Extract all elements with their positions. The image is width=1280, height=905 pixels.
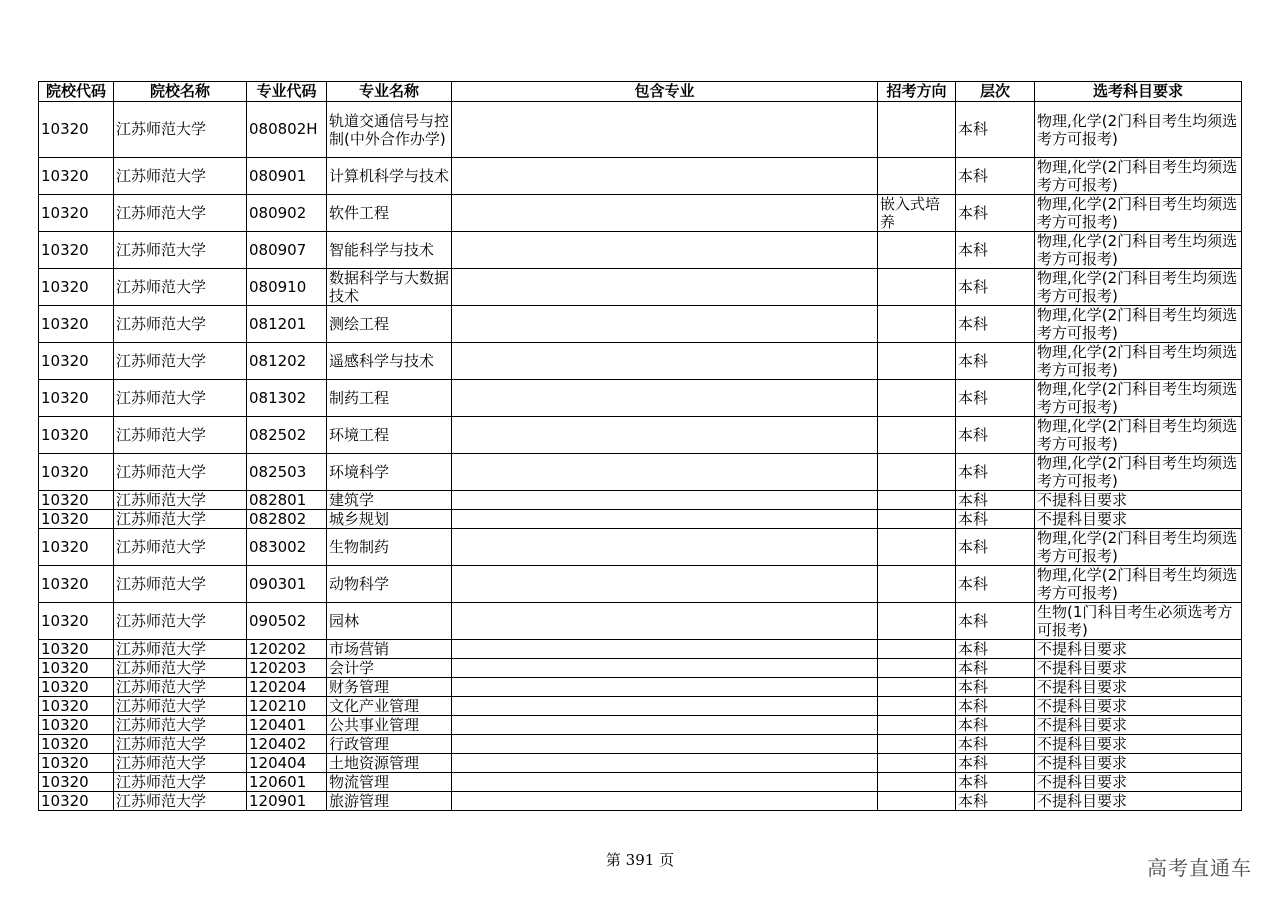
cell-school-code: 10320 [39, 343, 114, 380]
cell-major-code: 081201 [247, 306, 327, 343]
cell-included-majors [452, 640, 878, 659]
cell-school-name: 江苏师范大学 [114, 603, 247, 640]
cell-school-code: 10320 [39, 491, 114, 510]
cell-level: 本科 [956, 510, 1035, 529]
table-row [39, 269, 1242, 306]
cell-major-code: 120202 [247, 640, 327, 659]
header-direction: 招考方向 [878, 82, 956, 102]
cell-included-majors [452, 754, 878, 773]
cell-school-name: 江苏师范大学 [114, 232, 247, 269]
cell-level: 本科 [956, 380, 1035, 417]
cell-major-name: 物流管理 [327, 773, 452, 792]
cell-major-code: 120401 [247, 716, 327, 735]
cell-major-code: 082502 [247, 417, 327, 454]
cell-school-code: 10320 [39, 735, 114, 754]
cell-major-code: 120210 [247, 697, 327, 716]
cell-direction [878, 697, 956, 716]
cell-major-name: 行政管理 [327, 735, 452, 754]
cell-major-code: 090502 [247, 603, 327, 640]
cell-school-name: 江苏师范大学 [114, 566, 247, 603]
cell-school-name: 江苏师范大学 [114, 158, 247, 195]
header-major-name: 专业名称 [327, 82, 452, 102]
cell-school-name: 江苏师范大学 [114, 792, 247, 811]
cell-major-name: 环境工程 [327, 417, 452, 454]
cell-included-majors [452, 529, 878, 566]
cell-subject-requirement: 不提科目要求 [1035, 792, 1242, 811]
cell-major-name: 公共事业管理 [327, 716, 452, 735]
cell-school-code: 10320 [39, 754, 114, 773]
cell-major-name: 软件工程 [327, 195, 452, 232]
cell-subject-requirement: 不提科目要求 [1035, 716, 1242, 735]
cell-major-name: 生物制药 [327, 529, 452, 566]
table-row [39, 454, 1242, 491]
table-row [39, 417, 1242, 454]
cell-school-code: 10320 [39, 640, 114, 659]
cell-level: 本科 [956, 792, 1035, 811]
cell-direction [878, 380, 956, 417]
cell-major-code: 120901 [247, 792, 327, 811]
cell-direction [878, 792, 956, 811]
cell-direction [878, 306, 956, 343]
cell-school-name: 江苏师范大学 [114, 659, 247, 678]
cell-school-code: 10320 [39, 697, 114, 716]
cell-school-name: 江苏师范大学 [114, 306, 247, 343]
cell-school-code: 10320 [39, 269, 114, 306]
cell-major-name: 城乡规划 [327, 510, 452, 529]
table-row [39, 640, 1242, 659]
header-school-name: 院校名称 [114, 82, 247, 102]
cell-major-name: 园林 [327, 603, 452, 640]
cell-direction [878, 343, 956, 380]
cell-school-code: 10320 [39, 102, 114, 158]
cell-level: 本科 [956, 306, 1035, 343]
cell-subject-requirement: 不提科目要求 [1035, 735, 1242, 754]
cell-school-name: 江苏师范大学 [114, 678, 247, 697]
cell-included-majors [452, 678, 878, 697]
cell-major-code: 082503 [247, 454, 327, 491]
cell-included-majors [452, 306, 878, 343]
header-school-code: 院校代码 [39, 82, 114, 102]
header-major-code: 专业代码 [247, 82, 327, 102]
cell-major-name: 轨道交通信号与控制(中外合作办学) [327, 102, 452, 158]
cell-major-code: 080802H [247, 102, 327, 158]
cell-direction [878, 417, 956, 454]
cell-level: 本科 [956, 640, 1035, 659]
cell-major-code: 090301 [247, 566, 327, 603]
cell-school-code: 10320 [39, 454, 114, 491]
cell-major-name: 市场营销 [327, 640, 452, 659]
cell-school-code: 10320 [39, 195, 114, 232]
cell-subject-requirement: 不提科目要求 [1035, 754, 1242, 773]
cell-direction [878, 773, 956, 792]
page-number: 第 391 页 [605, 851, 675, 869]
cell-major-name: 动物科学 [327, 566, 452, 603]
watermark-text: 高考直通车 [1147, 856, 1252, 880]
cell-subject-requirement: 物理,化学(2门科目考生均须选考方可报考) [1035, 343, 1242, 380]
cell-major-name: 计算机科学与技术 [327, 158, 452, 195]
cell-subject-requirement: 不提科目要求 [1035, 640, 1242, 659]
cell-included-majors [452, 417, 878, 454]
table-row [39, 529, 1242, 566]
header-subject-requirement: 选考科目要求 [1035, 82, 1242, 102]
cell-school-name: 江苏师范大学 [114, 102, 247, 158]
cell-school-code: 10320 [39, 380, 114, 417]
cell-included-majors [452, 454, 878, 491]
table-row [39, 678, 1242, 697]
cell-included-majors [452, 491, 878, 510]
table-row [39, 735, 1242, 754]
cell-included-majors [452, 716, 878, 735]
table-body [39, 102, 1242, 811]
cell-level: 本科 [956, 158, 1035, 195]
cell-direction [878, 735, 956, 754]
cell-school-name: 江苏师范大学 [114, 380, 247, 417]
cell-school-name: 江苏师范大学 [114, 491, 247, 510]
cell-level: 本科 [956, 491, 1035, 510]
cell-included-majors [452, 158, 878, 195]
cell-school-code: 10320 [39, 510, 114, 529]
cell-subject-requirement: 物理,化学(2门科目考生均须选考方可报考) [1035, 566, 1242, 603]
table-row [39, 792, 1242, 811]
cell-school-name: 江苏师范大学 [114, 735, 247, 754]
cell-subject-requirement: 物理,化学(2门科目考生均须选考方可报考) [1035, 195, 1242, 232]
cell-major-code: 120204 [247, 678, 327, 697]
cell-major-name: 建筑学 [327, 491, 452, 510]
cell-direction [878, 269, 956, 306]
cell-direction [878, 754, 956, 773]
cell-level: 本科 [956, 454, 1035, 491]
cell-included-majors [452, 102, 878, 158]
table-row [39, 491, 1242, 510]
cell-included-majors [452, 195, 878, 232]
cell-major-name: 旅游管理 [327, 792, 452, 811]
cell-subject-requirement: 不提科目要求 [1035, 697, 1242, 716]
cell-school-code: 10320 [39, 773, 114, 792]
table-row [39, 306, 1242, 343]
cell-major-name: 财务管理 [327, 678, 452, 697]
cell-level: 本科 [956, 343, 1035, 380]
table-header-row [39, 82, 1242, 102]
cell-level: 本科 [956, 529, 1035, 566]
cell-school-code: 10320 [39, 158, 114, 195]
table-row [39, 659, 1242, 678]
cell-school-name: 江苏师范大学 [114, 716, 247, 735]
cell-included-majors [452, 659, 878, 678]
cell-major-code: 081202 [247, 343, 327, 380]
cell-level: 本科 [956, 716, 1035, 735]
cell-included-majors [452, 697, 878, 716]
cell-major-code: 080902 [247, 195, 327, 232]
cell-level: 本科 [956, 102, 1035, 158]
admission-table [38, 81, 1242, 811]
cell-school-name: 江苏师范大学 [114, 510, 247, 529]
cell-school-code: 10320 [39, 306, 114, 343]
cell-school-name: 江苏师范大学 [114, 754, 247, 773]
cell-school-code: 10320 [39, 716, 114, 735]
cell-school-code: 10320 [39, 566, 114, 603]
cell-level: 本科 [956, 678, 1035, 697]
cell-school-code: 10320 [39, 417, 114, 454]
cell-level: 本科 [956, 754, 1035, 773]
cell-school-name: 江苏师范大学 [114, 343, 247, 380]
cell-school-name: 江苏师范大学 [114, 269, 247, 306]
cell-school-name: 江苏师范大学 [114, 697, 247, 716]
cell-subject-requirement: 不提科目要求 [1035, 491, 1242, 510]
cell-major-code: 080901 [247, 158, 327, 195]
cell-major-name: 数据科学与大数据技术 [327, 269, 452, 306]
cell-major-code: 120203 [247, 659, 327, 678]
cell-subject-requirement: 物理,化学(2门科目考生均须选考方可报考) [1035, 269, 1242, 306]
cell-major-name: 制药工程 [327, 380, 452, 417]
cell-level: 本科 [956, 269, 1035, 306]
cell-subject-requirement: 物理,化学(2门科目考生均须选考方可报考) [1035, 102, 1242, 158]
cell-major-code: 120404 [247, 754, 327, 773]
cell-level: 本科 [956, 232, 1035, 269]
table-row [39, 603, 1242, 640]
cell-major-name: 文化产业管理 [327, 697, 452, 716]
cell-major-code: 083002 [247, 529, 327, 566]
cell-included-majors [452, 380, 878, 417]
cell-included-majors [452, 735, 878, 754]
cell-school-name: 江苏师范大学 [114, 195, 247, 232]
cell-included-majors [452, 603, 878, 640]
cell-major-code: 120402 [247, 735, 327, 754]
cell-level: 本科 [956, 417, 1035, 454]
table-row [39, 754, 1242, 773]
cell-direction [878, 603, 956, 640]
cell-subject-requirement: 物理,化学(2门科目考生均须选考方可报考) [1035, 380, 1242, 417]
cell-major-code: 081302 [247, 380, 327, 417]
cell-school-code: 10320 [39, 232, 114, 269]
cell-direction [878, 529, 956, 566]
cell-subject-requirement: 生物(1门科目考生必须选考方可报考) [1035, 603, 1242, 640]
table-row [39, 102, 1242, 158]
table-row [39, 195, 1242, 232]
cell-direction [878, 716, 956, 735]
cell-direction [878, 678, 956, 697]
cell-included-majors [452, 269, 878, 306]
cell-direction [878, 510, 956, 529]
cell-included-majors [452, 510, 878, 529]
cell-level: 本科 [956, 735, 1035, 754]
table-row [39, 773, 1242, 792]
cell-level: 本科 [956, 195, 1035, 232]
cell-school-name: 江苏师范大学 [114, 640, 247, 659]
cell-included-majors [452, 792, 878, 811]
cell-direction [878, 454, 956, 491]
cell-direction [878, 566, 956, 603]
table-row [39, 232, 1242, 269]
cell-level: 本科 [956, 697, 1035, 716]
table-row [39, 510, 1242, 529]
cell-subject-requirement: 物理,化学(2门科目考生均须选考方可报考) [1035, 454, 1242, 491]
cell-school-name: 江苏师范大学 [114, 417, 247, 454]
cell-level: 本科 [956, 603, 1035, 640]
cell-major-name: 遥感科学与技术 [327, 343, 452, 380]
cell-direction [878, 232, 956, 269]
cell-school-code: 10320 [39, 659, 114, 678]
cell-direction [878, 102, 956, 158]
cell-subject-requirement: 不提科目要求 [1035, 659, 1242, 678]
cell-major-code: 080907 [247, 232, 327, 269]
cell-subject-requirement: 物理,化学(2门科目考生均须选考方可报考) [1035, 417, 1242, 454]
cell-school-code: 10320 [39, 603, 114, 640]
cell-subject-requirement: 不提科目要求 [1035, 773, 1242, 792]
table-row [39, 380, 1242, 417]
header-level: 层次 [956, 82, 1035, 102]
cell-subject-requirement: 物理,化学(2门科目考生均须选考方可报考) [1035, 529, 1242, 566]
cell-school-code: 10320 [39, 792, 114, 811]
cell-school-name: 江苏师范大学 [114, 529, 247, 566]
cell-major-code: 082801 [247, 491, 327, 510]
cell-major-name: 测绘工程 [327, 306, 452, 343]
cell-major-code: 080910 [247, 269, 327, 306]
cell-included-majors [452, 343, 878, 380]
cell-direction [878, 158, 956, 195]
table-row [39, 158, 1242, 195]
header-included-majors: 包含专业 [452, 82, 878, 102]
cell-major-code: 120601 [247, 773, 327, 792]
table-row [39, 343, 1242, 380]
cell-school-name: 江苏师范大学 [114, 773, 247, 792]
cell-direction [878, 640, 956, 659]
cell-direction: 嵌入式培养 [878, 195, 956, 232]
cell-school-code: 10320 [39, 678, 114, 697]
cell-major-code: 082802 [247, 510, 327, 529]
cell-subject-requirement: 不提科目要求 [1035, 510, 1242, 529]
cell-direction [878, 491, 956, 510]
table-row [39, 566, 1242, 603]
cell-included-majors [452, 773, 878, 792]
cell-school-name: 江苏师范大学 [114, 454, 247, 491]
cell-subject-requirement: 物理,化学(2门科目考生均须选考方可报考) [1035, 306, 1242, 343]
cell-major-name: 土地资源管理 [327, 754, 452, 773]
table-row [39, 697, 1242, 716]
cell-subject-requirement: 物理,化学(2门科目考生均须选考方可报考) [1035, 232, 1242, 269]
cell-school-code: 10320 [39, 529, 114, 566]
cell-major-name: 环境科学 [327, 454, 452, 491]
cell-subject-requirement: 物理,化学(2门科目考生均须选考方可报考) [1035, 158, 1242, 195]
cell-level: 本科 [956, 659, 1035, 678]
cell-included-majors [452, 566, 878, 603]
cell-major-name: 智能科学与技术 [327, 232, 452, 269]
cell-level: 本科 [956, 566, 1035, 603]
cell-major-name: 会计学 [327, 659, 452, 678]
table-row [39, 716, 1242, 735]
cell-level: 本科 [956, 773, 1035, 792]
cell-direction [878, 659, 956, 678]
cell-included-majors [452, 232, 878, 269]
cell-subject-requirement: 不提科目要求 [1035, 678, 1242, 697]
